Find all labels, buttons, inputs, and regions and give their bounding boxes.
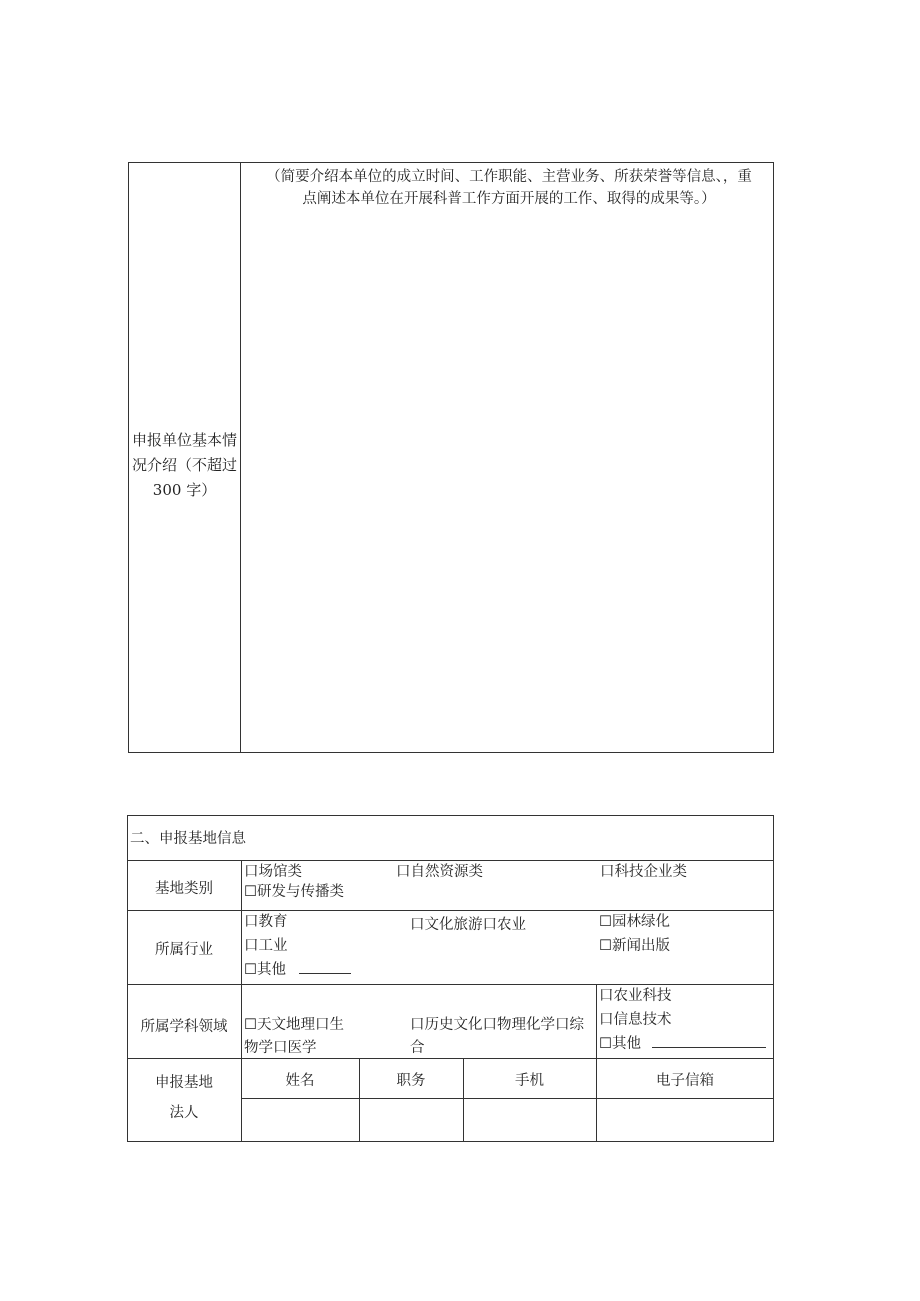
intro-hint-line: （简要介绍本单位的成立时间、工作职能、主营业务、所获荣誉等信息、，重	[266, 169, 752, 185]
header-position: 职务	[396, 1073, 426, 1089]
discipline-col2-line[interactable]: 合	[410, 1040, 425, 1056]
legal-rep-label-line: 申报基地	[155, 1075, 213, 1091]
intro-label-line: 300 字）	[152, 481, 217, 499]
intro-label-line: 况介绍（不超过	[131, 456, 237, 474]
intro-label-line: 申报单位基本情	[131, 431, 237, 449]
legal-rep-position-cell[interactable]	[360, 1099, 463, 1141]
legal-rep-label	[127, 1068, 241, 1128]
category-option-rnd-communication[interactable]: ☐研发与传播类	[244, 884, 344, 900]
industry-option-industry[interactable]: 口工业	[244, 938, 288, 954]
discipline-col2-line[interactable]: 口历史文化口物理化学口综	[410, 1017, 584, 1033]
header-email: 电子信箱	[656, 1073, 714, 1089]
intro-content-area[interactable]	[242, 214, 772, 750]
section-title: 二、申报基地信息	[130, 831, 246, 847]
category-option-venue[interactable]: 口场馆类	[244, 864, 302, 880]
discipline-option-agri-tech[interactable]: 口农业科技	[599, 988, 672, 1004]
legal-rep-mobile-cell[interactable]	[464, 1099, 596, 1141]
industry-option-news-publishing[interactable]: ☐新闻出版	[599, 938, 670, 954]
row-divider	[127, 910, 774, 911]
industry-option-landscaping[interactable]: ☐园林绿化	[599, 914, 670, 930]
discipline-other-blank[interactable]	[652, 1034, 766, 1048]
industry-other-blank[interactable]	[299, 960, 351, 974]
industry-option-culture-tourism-agriculture[interactable]: 口文化旅游口农业	[410, 917, 526, 933]
industry-other-label: ☐其他	[244, 962, 286, 978]
category-option-tech-enterprise[interactable]: 口科技企业类	[600, 864, 687, 880]
discipline-label: 所属学科领域	[140, 1019, 228, 1035]
category-label: 基地类别	[155, 881, 213, 897]
industry-option-other[interactable]	[244, 960, 351, 980]
discipline-col1-line[interactable]: 物学口医学	[244, 1040, 317, 1056]
legal-rep-name-cell[interactable]	[242, 1099, 359, 1141]
header-mobile: 手机	[515, 1073, 544, 1089]
discipline-option-other[interactable]	[599, 1034, 766, 1054]
industry-option-education[interactable]: 口教育	[244, 914, 288, 930]
intro-label	[128, 428, 241, 503]
row-divider	[127, 1058, 774, 1059]
row-divider	[127, 860, 774, 861]
category-option-natural-resource[interactable]: 口自然资源类	[396, 864, 483, 880]
intro-hint-line: 点阐述本单位在开展科普工作方面开展的工作、取得的成果等。）	[302, 191, 716, 207]
legal-rep-label-line: 法人	[169, 1105, 199, 1121]
row-divider	[127, 984, 774, 985]
industry-label: 所属行业	[155, 942, 213, 958]
discipline-col1-line[interactable]: ☐天文地理口生	[244, 1017, 344, 1033]
discipline-other-label: ☐其他	[599, 1036, 641, 1052]
discipline-option-info-tech[interactable]: 口信息技术	[599, 1012, 672, 1028]
legal-rep-email-cell[interactable]	[597, 1099, 773, 1141]
intro-hint	[248, 166, 770, 210]
header-name: 姓名	[285, 1073, 315, 1089]
